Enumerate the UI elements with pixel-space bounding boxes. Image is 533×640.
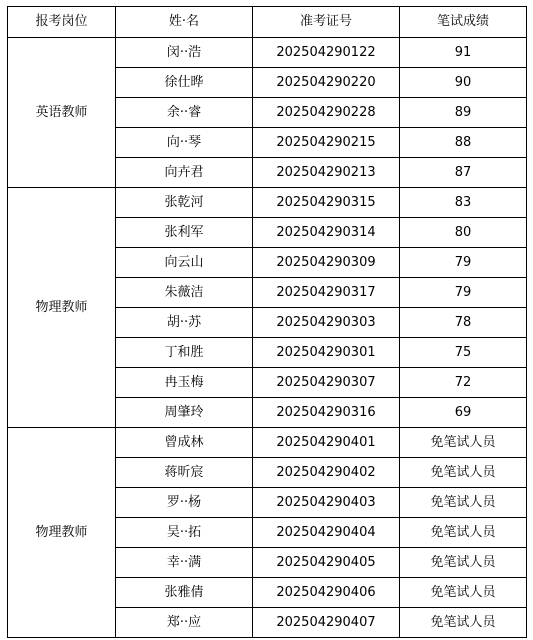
- header-post: 报考岗位: [8, 7, 116, 38]
- score-cell: 72: [400, 368, 527, 398]
- score-cell: 89: [400, 98, 527, 128]
- score-cell: 免笔试人员: [400, 548, 527, 578]
- score-cell: 免笔试人员: [400, 608, 527, 638]
- score-cell: 87: [400, 158, 527, 188]
- ticket-number-cell: 202504290309: [253, 248, 400, 278]
- ticket-number-cell: 202504290220: [253, 68, 400, 98]
- name-cell: 朱薇洁: [116, 278, 253, 308]
- post-cell: 英语教师: [8, 38, 116, 188]
- score-cell: 88: [400, 128, 527, 158]
- table-row: [8, 188, 527, 218]
- header-written-score: 笔试成绩: [400, 7, 527, 38]
- score-cell: 78: [400, 308, 527, 338]
- ticket-number-cell: 202504290317: [253, 278, 400, 308]
- post-cell: 物理教师: [8, 428, 116, 638]
- name-cell: 幸··满: [116, 548, 253, 578]
- ticket-number-cell: 202504290404: [253, 518, 400, 548]
- name-cell: 张雅倩: [116, 578, 253, 608]
- score-cell: 免笔试人员: [400, 458, 527, 488]
- score-cell: 79: [400, 278, 527, 308]
- score-cell: 75: [400, 338, 527, 368]
- ticket-number-cell: 202504290316: [253, 398, 400, 428]
- table-row: [8, 428, 527, 458]
- name-cell: 向··琴: [116, 128, 253, 158]
- name-cell: 罗··杨: [116, 488, 253, 518]
- name-cell: 张乾河: [116, 188, 253, 218]
- ticket-number-cell: 202504290301: [253, 338, 400, 368]
- name-cell: 丁和胜: [116, 338, 253, 368]
- score-cell: 90: [400, 68, 527, 98]
- name-cell: 蒋昕宸: [116, 458, 253, 488]
- ticket-number-cell: 202504290213: [253, 158, 400, 188]
- ticket-number-cell: 202504290405: [253, 548, 400, 578]
- ticket-number-cell: 202504290402: [253, 458, 400, 488]
- ticket-number-cell: 202504290122: [253, 38, 400, 68]
- ticket-number-cell: 202504290228: [253, 98, 400, 128]
- table-body: [8, 38, 527, 638]
- name-cell: 张利军: [116, 218, 253, 248]
- score-cell: 免笔试人员: [400, 578, 527, 608]
- name-cell: 向卉君: [116, 158, 253, 188]
- name-cell: 冉玉梅: [116, 368, 253, 398]
- score-cell: 91: [400, 38, 527, 68]
- table-row: [8, 38, 527, 68]
- name-cell: 向云山: [116, 248, 253, 278]
- name-cell: 闵··浩: [116, 38, 253, 68]
- ticket-number-cell: 202504290403: [253, 488, 400, 518]
- score-cell: 83: [400, 188, 527, 218]
- ticket-number-cell: 202504290215: [253, 128, 400, 158]
- post-cell: 物理教师: [8, 188, 116, 428]
- name-cell: 徐仕晔: [116, 68, 253, 98]
- ticket-number-cell: 202504290401: [253, 428, 400, 458]
- score-cell: 免笔试人员: [400, 428, 527, 458]
- ticket-number-cell: 202504290307: [253, 368, 400, 398]
- ticket-number-cell: 202504290303: [253, 308, 400, 338]
- header-ticket-number: 准考证号: [253, 7, 400, 38]
- score-cell: 69: [400, 398, 527, 428]
- header-row: [8, 7, 527, 38]
- ticket-number-cell: 202504290407: [253, 608, 400, 638]
- ticket-number-cell: 202504290314: [253, 218, 400, 248]
- score-cell: 免笔试人员: [400, 518, 527, 548]
- score-cell: 80: [400, 218, 527, 248]
- name-cell: 郑··应: [116, 608, 253, 638]
- score-cell: 免笔试人员: [400, 488, 527, 518]
- name-cell: 吴··拓: [116, 518, 253, 548]
- name-cell: 周肇玲: [116, 398, 253, 428]
- score-cell: 79: [400, 248, 527, 278]
- header-name: 姓·名: [116, 7, 253, 38]
- name-cell: 曾成林: [116, 428, 253, 458]
- ticket-number-cell: 202504290406: [253, 578, 400, 608]
- ticket-number-cell: 202504290315: [253, 188, 400, 218]
- name-cell: 余··睿: [116, 98, 253, 128]
- name-cell: 胡··苏: [116, 308, 253, 338]
- score-table: [7, 6, 527, 638]
